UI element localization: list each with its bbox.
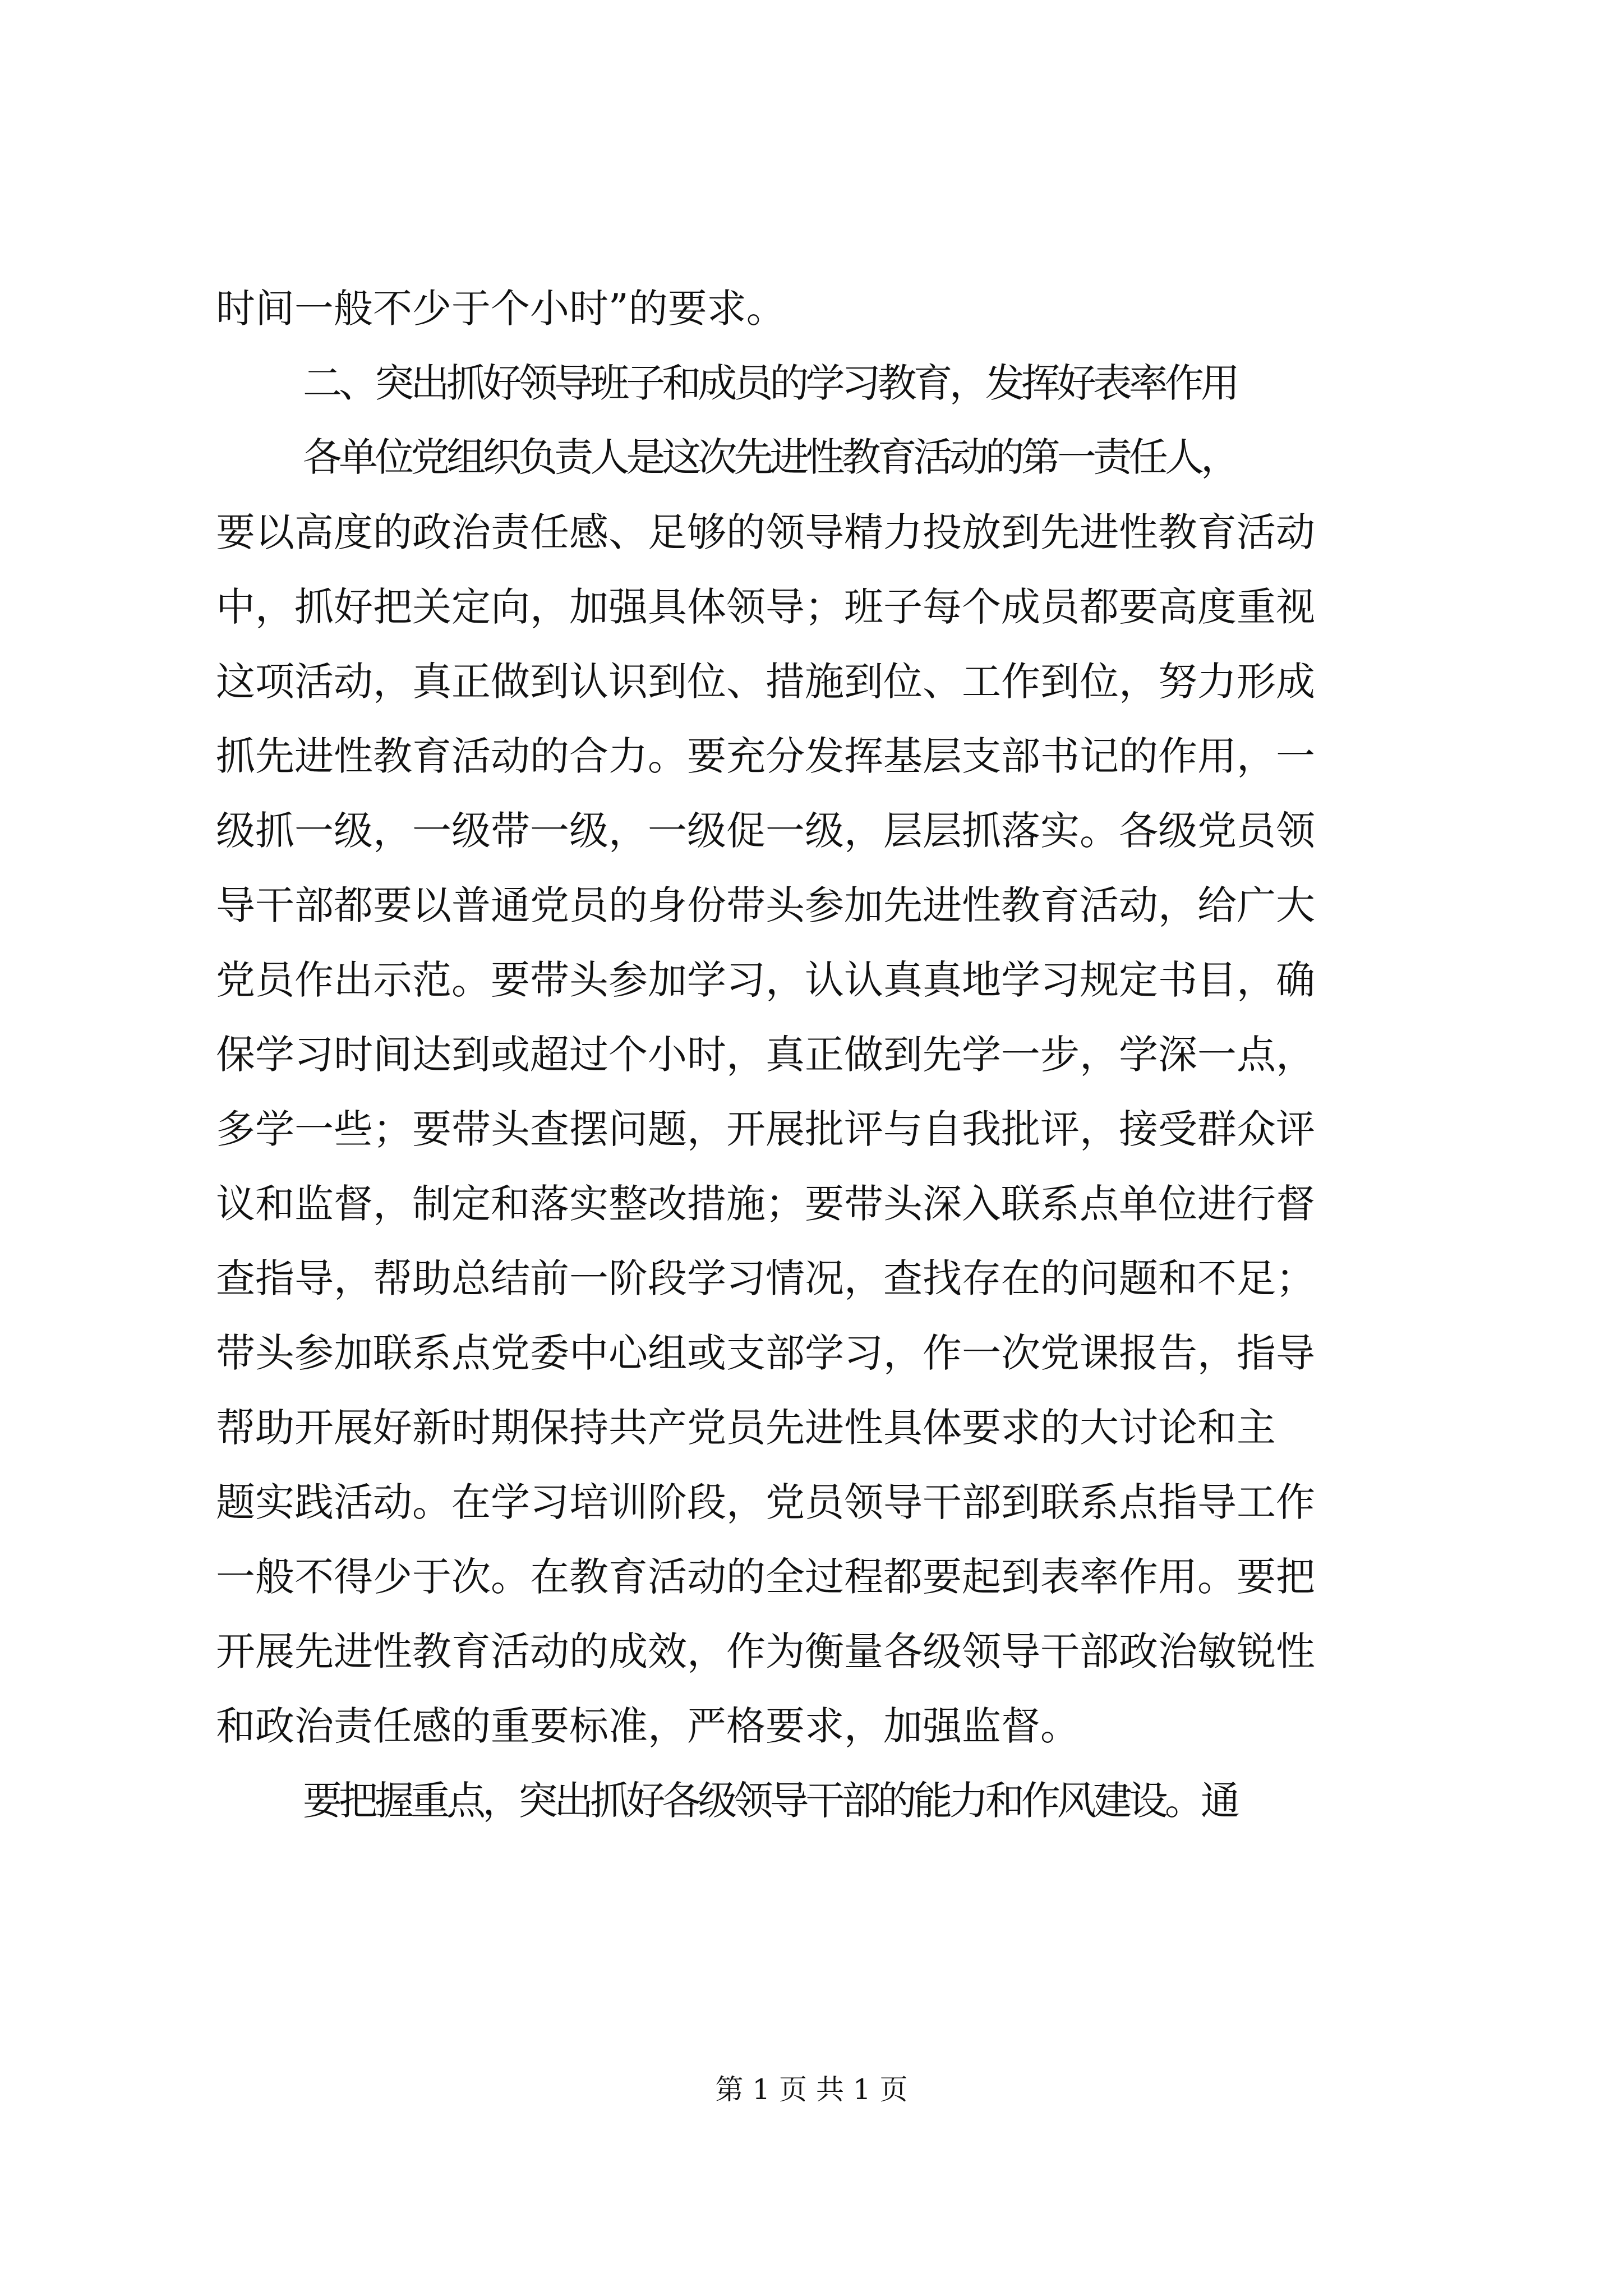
- body-text-line: 保学习时间达到或超过个小时，真正做到先学一步，学深一点，: [216, 1032, 1315, 1078]
- body-text-line: 时间一般不少于个小时”的要求。: [216, 286, 786, 332]
- page-footer: 第 1 页 共 1 页: [715, 2073, 908, 2106]
- body-text-line: 导干部都要以普通党员的身份带头参加先进性教育活动，给广大: [216, 882, 1315, 928]
- body-text-line: 要以高度的政治责任感、足够的领导精力投放到先进性教育活动: [216, 509, 1315, 555]
- body-text-line: 多学一些；要带头查摆问题，开展批评与自我批评，接受群众评: [216, 1106, 1315, 1152]
- body-text-line: 开展先进性教育活动的成效，作为衡量各级领导干部政治敏锐性: [216, 1628, 1315, 1674]
- section-heading: 二、突出抓好领导班子和成员的学习教育，发挥好表率作用: [303, 360, 1237, 406]
- body-text-line: 和政治责任感的重要标准，严格要求，加强监督。: [216, 1703, 1080, 1749]
- body-text-line: 帮助开展好新时期保持共产党员先进性具体要求的大讨论和主: [216, 1405, 1276, 1451]
- body-text-line: 题实践活动。在学习培训阶段，党员领导干部到联系点指导工作: [216, 1479, 1315, 1525]
- body-text-line: 议和监督，制定和落实整改措施；要带头深入联系点单位进行督: [216, 1181, 1315, 1227]
- body-text-line: 这项活动，真正做到认识到位、措施到位、工作到位，努力形成: [216, 659, 1315, 705]
- body-text-line: 党员作出示范。要带头参加学习，认认真真地学习规定书目，确: [216, 957, 1315, 1003]
- body-text-line: 要把握重点，突出抓好各级领导干部的能力和作风建设。通: [303, 1778, 1237, 1824]
- body-text-line: 查指导，帮助总结前一阶段学习情况，查找存在的问题和不足；: [216, 1255, 1315, 1301]
- body-text-line: 抓先进性教育活动的合力。要充分发挥基层支部书记的作用，一: [216, 733, 1315, 779]
- body-text-line: 一般不得少于次。在教育活动的全过程都要起到表率作用。要把: [216, 1554, 1315, 1600]
- body-text-line: 带头参加联系点党委中心组或支部学习，作一次党课报告，指导: [216, 1330, 1315, 1376]
- body-text-line: 级抓一级，一级带一级，一级促一级，层层抓落实。各级党员领: [216, 808, 1315, 854]
- body-text-line: 中，抓好把关定向，加强具体领导；班子每个成员都要高度重视: [216, 584, 1315, 630]
- body-text-line: 各单位党组织负责人是这次先进性教育活动的第一责任人，: [303, 434, 1237, 480]
